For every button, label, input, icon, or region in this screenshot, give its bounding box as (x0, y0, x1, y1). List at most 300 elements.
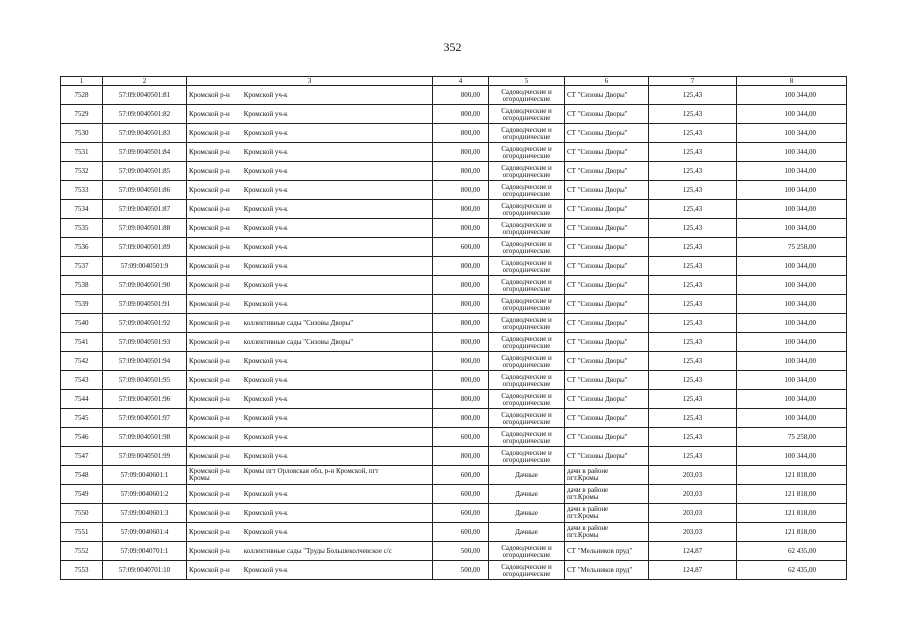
cell-rate: 125,43 (649, 390, 737, 409)
table-row (61, 219, 847, 238)
category-line-2: огороднические (502, 209, 551, 217)
cell-value: 100 344,00 (737, 86, 847, 105)
cell-address (187, 238, 433, 257)
cell-category (489, 447, 565, 466)
cell-address (187, 143, 433, 162)
category-line-1: Садоводческие и (501, 296, 552, 305)
org-text: СТ "Сизовы Дворы" (567, 451, 628, 460)
cell-cadastral: 57:09:0040701:1 (103, 542, 187, 561)
category-line-2: огороднические (502, 570, 551, 578)
cell-value: 121 818,00 (737, 466, 847, 485)
cell-cadastral: 57:09:0040501:82 (103, 105, 187, 124)
cell-category (489, 428, 565, 447)
category-line-1: Садоводческие и (501, 125, 552, 134)
category-line-2: огороднические (502, 361, 551, 369)
category-line-1: Садоводческие и (501, 144, 552, 153)
cell-number: 7529 (61, 105, 103, 124)
category-line-2: огороднические (502, 304, 551, 312)
cell-address (187, 390, 433, 409)
district-text: Кромской р-н (189, 451, 230, 460)
locality-text: Кромы пгт Орловская обл, р-н Кромской, пгт (243, 467, 379, 475)
cell-rate: 125,43 (649, 333, 737, 352)
cell-area: 800,00 (433, 200, 489, 219)
cell-organization (565, 428, 649, 447)
cell-organization (565, 561, 649, 580)
table-row (61, 561, 847, 580)
cell-category (489, 238, 565, 257)
locality-text: Кромской уч-к (243, 375, 288, 384)
category-line-2: огороднические (502, 418, 551, 426)
cell-category (489, 257, 565, 276)
locality-text: коллективные сады "Сизовы Дворы" (243, 318, 354, 327)
cell-number: 7549 (61, 485, 103, 504)
cell-organization (565, 447, 649, 466)
cell-address (187, 181, 433, 200)
cell-cadastral: 57:09:0040501:94 (103, 352, 187, 371)
category-line-2: огороднические (502, 285, 551, 293)
column-header: 4 (433, 77, 489, 86)
cell-category (489, 276, 565, 295)
cell-rate: 125,43 (649, 276, 737, 295)
cell-value: 100 344,00 (737, 371, 847, 390)
cell-organization (565, 409, 649, 428)
cell-category (489, 409, 565, 428)
cell-rate: 125,43 (649, 219, 737, 238)
cell-value: 100 344,00 (737, 447, 847, 466)
cell-organization (565, 390, 649, 409)
org-line-1: дачи в районе (567, 467, 609, 475)
locality-text: Кромской уч-к (243, 508, 288, 517)
cell-area: 800,00 (433, 409, 489, 428)
cell-value: 62 435,00 (737, 542, 847, 561)
locality-text: коллективные сады "Труды Большеколчевское с/с (243, 546, 392, 555)
org-line-2: пгт.Кромы (567, 493, 599, 501)
category-line-2: огороднические (502, 133, 551, 141)
table-row (61, 200, 847, 219)
cell-value: 100 344,00 (737, 276, 847, 295)
cell-category (489, 181, 565, 200)
cell-number: 7534 (61, 200, 103, 219)
cell-value: 100 344,00 (737, 200, 847, 219)
cell-rate: 125,43 (649, 143, 737, 162)
category-line-2: огороднические (502, 551, 551, 559)
cell-number: 7544 (61, 390, 103, 409)
district-text: Кромской р-н (189, 261, 230, 270)
cell-cadastral: 57:09:0040501:81 (103, 86, 187, 105)
locality-line (189, 468, 430, 475)
cell-address (187, 162, 433, 181)
cell-organization (565, 333, 649, 352)
column-header: 2 (103, 77, 187, 86)
org-text: СТ "Сизовы Дворы" (567, 166, 628, 175)
cell-value: 75 258,00 (737, 238, 847, 257)
cell-rate: 125,43 (649, 181, 737, 200)
column-header: 5 (489, 77, 565, 86)
cell-rate: 125,43 (649, 371, 737, 390)
cell-organization (565, 257, 649, 276)
cell-number: 7546 (61, 428, 103, 447)
org-text: СТ "Сизовы Дворы" (567, 204, 628, 213)
cell-area: 800,00 (433, 162, 489, 181)
org-text: СТ "Сизовы Дворы" (567, 299, 628, 308)
cell-cadastral: 57:09:0040501:92 (103, 314, 187, 333)
category-line-1: Садоводческие и (501, 277, 552, 286)
cell-address (187, 523, 433, 542)
cell-number: 7538 (61, 276, 103, 295)
district-text: Кромской р-н (189, 242, 230, 251)
cell-address (187, 409, 433, 428)
org-line-1: дачи в районе (567, 486, 609, 494)
column-header: 6 (565, 77, 649, 86)
cell-number: 7543 (61, 371, 103, 390)
district-text: Кромской р-н (189, 166, 230, 175)
category-line-1: Садоводческие и (501, 239, 552, 248)
locality-text: Кромской уч-к (243, 489, 288, 498)
cell-value: 100 344,00 (737, 390, 847, 409)
category-text: Дачные (515, 470, 538, 479)
district-text: Кромской р-н (189, 204, 230, 213)
cell-area: 800,00 (433, 352, 489, 371)
cell-category (489, 390, 565, 409)
cell-category (489, 124, 565, 143)
cell-category (489, 485, 565, 504)
cell-cadastral: 57:09:0040501:87 (103, 200, 187, 219)
org-text: СТ "Мельников пруд" (567, 565, 633, 574)
cell-area: 800,00 (433, 143, 489, 162)
cell-cadastral: 57:09:0040701:10 (103, 561, 187, 580)
locality-text: Кромской уч-к (243, 242, 288, 251)
cell-category (489, 466, 565, 485)
cell-address (187, 447, 433, 466)
cell-area: 800,00 (433, 295, 489, 314)
category-line-1: Садоводческие и (501, 448, 552, 457)
category-line-2: огороднические (502, 95, 551, 103)
cell-area: 800,00 (433, 314, 489, 333)
locality-text: Кромской уч-к (243, 356, 288, 365)
cell-cadastral: 57:09:0040501:97 (103, 409, 187, 428)
cell-number: 7542 (61, 352, 103, 371)
org-line-1: дачи в районе (567, 524, 609, 532)
cell-number: 7550 (61, 504, 103, 523)
cell-address (187, 295, 433, 314)
cell-category (489, 504, 565, 523)
category-line-1: Садоводческие и (501, 87, 552, 96)
category-line-2: огороднические (502, 266, 551, 274)
org-text: СТ "Мельников пруд" (567, 546, 633, 555)
locality-text: Кромской уч-к (243, 128, 288, 137)
district-text: Кромской р-н (189, 147, 230, 156)
category-line-1: Садоводческие и (501, 562, 552, 571)
column-header: 3 (187, 77, 433, 86)
cell-rate: 125,43 (649, 200, 737, 219)
cell-organization (565, 352, 649, 371)
cell-area: 800,00 (433, 181, 489, 200)
org-text: СТ "Сизовы Дворы" (567, 432, 628, 441)
cell-rate: 125,43 (649, 409, 737, 428)
category-line-2: огороднические (502, 342, 551, 350)
cell-cadastral: 57:09:0040601:4 (103, 523, 187, 542)
locality-line-2: Кромы (189, 474, 210, 482)
category-line-1: Садоводческие и (501, 220, 552, 229)
cell-category (489, 86, 565, 105)
org-text: СТ "Сизовы Дворы" (567, 356, 628, 365)
district-text: Кромской р-н (189, 109, 230, 118)
cell-rate: 203,03 (649, 504, 737, 523)
table-row (61, 371, 847, 390)
locality-text: Кромской уч-к (243, 280, 288, 289)
cell-number: 7530 (61, 124, 103, 143)
cell-organization (565, 523, 649, 542)
cell-area: 800,00 (433, 124, 489, 143)
cell-organization (565, 181, 649, 200)
cell-value: 100 344,00 (737, 409, 847, 428)
land-registry-table (60, 76, 847, 580)
column-header: 8 (737, 77, 847, 86)
category-text: Дачные (515, 527, 538, 536)
cell-category (489, 200, 565, 219)
org-text: СТ "Сизовы Дворы" (567, 375, 628, 384)
cell-organization (565, 219, 649, 238)
cell-area: 800,00 (433, 105, 489, 124)
cell-number: 7545 (61, 409, 103, 428)
cell-area: 800,00 (433, 390, 489, 409)
district-text: Кромской р-н (189, 337, 230, 346)
cell-cadastral: 57:09:0040501:84 (103, 143, 187, 162)
cell-organization (565, 485, 649, 504)
cell-address (187, 466, 433, 485)
district-text: Кромской р-н (189, 375, 230, 384)
table-row (61, 86, 847, 105)
cell-category (489, 561, 565, 580)
cell-cadastral: 57:09:0040501:93 (103, 333, 187, 352)
district-text: Кромской р-н (189, 565, 230, 574)
cell-address (187, 428, 433, 447)
cell-rate: 124,87 (649, 542, 737, 561)
cell-cadastral: 57:09:0040501:90 (103, 276, 187, 295)
cell-address (187, 561, 433, 580)
district-text: Кромской р-н (189, 356, 230, 365)
locality-text: Кромской уч-к (243, 432, 288, 441)
category-line-2: огороднические (502, 456, 551, 464)
cell-number: 7532 (61, 162, 103, 181)
cell-cadastral: 57:09:0040501:96 (103, 390, 187, 409)
district-text: Кромской р-н (189, 546, 230, 555)
cell-number: 7533 (61, 181, 103, 200)
category-line-1: Садоводческие и (501, 163, 552, 172)
table-row (61, 276, 847, 295)
cell-number: 7551 (61, 523, 103, 542)
cell-address (187, 257, 433, 276)
district-text: Кромской р-н (189, 394, 230, 403)
category-line-1: Садоводческие и (501, 372, 552, 381)
column-header: 1 (61, 77, 103, 86)
cell-area: 600,00 (433, 428, 489, 447)
locality-text: Кромской уч-к (243, 204, 288, 213)
org-text: СТ "Сизовы Дворы" (567, 109, 628, 118)
cell-cadastral: 57:09:0040501:9 (103, 257, 187, 276)
category-line-2: огороднические (502, 399, 551, 407)
cell-organization (565, 314, 649, 333)
locality-text: Кромской уч-к (243, 166, 288, 175)
cell-area: 800,00 (433, 371, 489, 390)
org-text: СТ "Сизовы Дворы" (567, 318, 628, 327)
category-line-1: Садоводческие и (501, 410, 552, 419)
district-text: Кромской р-н (189, 508, 230, 517)
table-row (61, 447, 847, 466)
district-text: Кромской р-н (189, 318, 230, 327)
category-line-1: Садоводческие и (501, 334, 552, 343)
locality-text: Кромской уч-к (243, 90, 288, 99)
cell-value: 100 344,00 (737, 219, 847, 238)
org-text: СТ "Сизовы Дворы" (567, 413, 628, 422)
cell-number: 7528 (61, 86, 103, 105)
table-row (61, 485, 847, 504)
cell-organization (565, 105, 649, 124)
cell-address (187, 504, 433, 523)
cell-address (187, 124, 433, 143)
cell-category (489, 371, 565, 390)
org-line-2: пгт.Кромы (567, 531, 599, 539)
cell-organization (565, 295, 649, 314)
district-text: Кромской р-н (189, 299, 230, 308)
org-text: СТ "Сизовы Дворы" (567, 337, 628, 346)
cell-cadastral: 57:09:0040501:83 (103, 124, 187, 143)
cell-area: 800,00 (433, 86, 489, 105)
column-header: 7 (649, 77, 737, 86)
category-line-1: Садоводческие и (501, 182, 552, 191)
district-text: Кромской р-н (189, 90, 230, 99)
cell-number: 7537 (61, 257, 103, 276)
cell-address (187, 314, 433, 333)
table-row (61, 181, 847, 200)
cell-category (489, 352, 565, 371)
category-line-1: Садоводческие и (501, 315, 552, 324)
category-line-1: Садоводческие и (501, 353, 552, 362)
district-text: Кромской р-н (189, 432, 230, 441)
cell-address (187, 542, 433, 561)
cell-category (489, 162, 565, 181)
table-row (61, 352, 847, 371)
cell-area: 800,00 (433, 447, 489, 466)
cell-value: 62 435,00 (737, 561, 847, 580)
category-line-2: огороднические (502, 114, 551, 122)
table-row (61, 409, 847, 428)
cell-rate: 203,03 (649, 466, 737, 485)
table-row (61, 314, 847, 333)
cell-rate: 125,43 (649, 86, 737, 105)
cell-rate: 125,43 (649, 257, 737, 276)
cell-category (489, 143, 565, 162)
category-line-1: Садоводческие и (501, 543, 552, 552)
cell-area: 600,00 (433, 466, 489, 485)
cell-rate: 125,43 (649, 162, 737, 181)
district-text: Кромской р-н (189, 413, 230, 422)
table-row (61, 238, 847, 257)
cell-number: 7539 (61, 295, 103, 314)
org-text: СТ "Сизовы Дворы" (567, 90, 628, 99)
cell-cadastral: 57:09:0040501:88 (103, 219, 187, 238)
cell-area: 500,00 (433, 542, 489, 561)
locality-text: Кромской уч-к (243, 413, 288, 422)
cell-rate: 125,43 (649, 352, 737, 371)
cell-organization (565, 276, 649, 295)
cell-rate: 125,43 (649, 295, 737, 314)
cell-value: 100 344,00 (737, 314, 847, 333)
table-row (61, 542, 847, 561)
table-row (61, 428, 847, 447)
cell-address (187, 219, 433, 238)
cell-cadastral: 57:09:0040601:3 (103, 504, 187, 523)
cell-address (187, 333, 433, 352)
table-row (61, 124, 847, 143)
org-text: СТ "Сизовы Дворы" (567, 280, 628, 289)
cell-number: 7536 (61, 238, 103, 257)
locality-text: Кромской уч-к (243, 147, 288, 156)
cell-value: 100 344,00 (737, 181, 847, 200)
cell-number: 7540 (61, 314, 103, 333)
org-text: СТ "Сизовы Дворы" (567, 147, 628, 156)
cell-value: 100 344,00 (737, 124, 847, 143)
locality-text: Кромской уч-к (243, 109, 288, 118)
cell-organization (565, 504, 649, 523)
page-number: 352 (443, 40, 462, 54)
cell-number: 7547 (61, 447, 103, 466)
cell-category (489, 295, 565, 314)
cell-category (489, 523, 565, 542)
cell-organization (565, 371, 649, 390)
cell-address (187, 352, 433, 371)
locality-text: коллективные сады "Сизовы Дворы" (243, 337, 354, 346)
org-text: СТ "Сизовы Дворы" (567, 185, 628, 194)
cell-rate: 125,43 (649, 105, 737, 124)
cell-organization (565, 542, 649, 561)
cell-organization (565, 238, 649, 257)
cell-value: 100 344,00 (737, 162, 847, 181)
cell-area: 600,00 (433, 238, 489, 257)
category-line-2: огороднические (502, 437, 551, 445)
cell-value: 121 818,00 (737, 504, 847, 523)
locality-text: Кромской уч-к (243, 261, 288, 270)
cell-number: 7548 (61, 466, 103, 485)
cell-rate: 125,43 (649, 447, 737, 466)
cell-organization (565, 143, 649, 162)
category-line-1: Садоводческие и (501, 429, 552, 438)
district-text: Кромской р-н (189, 280, 230, 289)
locality-text: Кромской уч-к (243, 223, 288, 232)
cell-area: 800,00 (433, 257, 489, 276)
cell-area: 800,00 (433, 333, 489, 352)
district-text: Кромской р-н (189, 185, 230, 194)
locality-text: Кромской уч-к (243, 394, 288, 403)
cell-value: 100 344,00 (737, 143, 847, 162)
category-line-2: огороднические (502, 228, 551, 236)
cell-cadastral: 57:09:0040601:1 (103, 466, 187, 485)
locality-text: Кромской уч-к (243, 527, 288, 536)
category-text: Дачные (515, 508, 538, 517)
cell-value: 100 344,00 (737, 105, 847, 124)
table-row (61, 504, 847, 523)
cell-address (187, 276, 433, 295)
cell-area: 800,00 (433, 219, 489, 238)
cell-area: 800,00 (433, 276, 489, 295)
cell-value: 100 344,00 (737, 295, 847, 314)
cell-rate: 203,03 (649, 523, 737, 542)
cell-area: 600,00 (433, 504, 489, 523)
cell-number: 7541 (61, 333, 103, 352)
category-text: Дачные (515, 489, 538, 498)
district-text: Кромской р-н (189, 128, 230, 137)
cell-category (489, 105, 565, 124)
